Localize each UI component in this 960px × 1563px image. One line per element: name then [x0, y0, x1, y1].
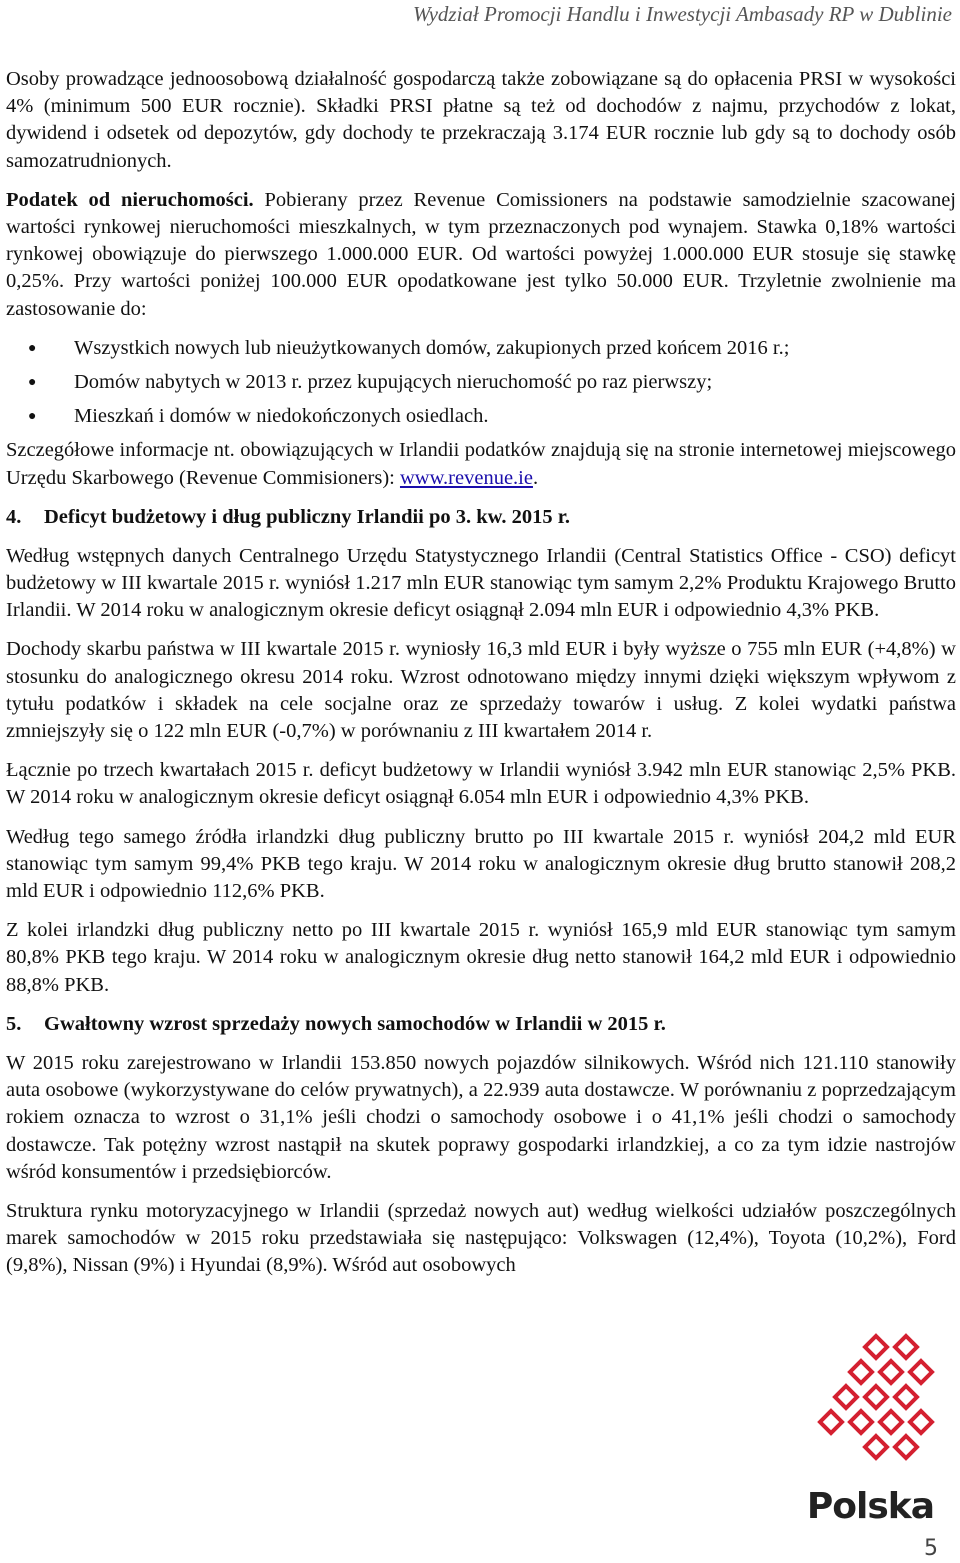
bullet-icon: ● — [28, 340, 37, 356]
list-item — [6, 335, 956, 362]
paragraph-deficit-4: Według tego samego źródła irlandzki dług publiczny brutto po III kwartale 2015 r. wyniósł 204,2 mld EUR stanowiąc tym samym 99,4% PKB tego kraju. W 2014 roku w analogicznym okresie dług brutto stanowił 208,2 mld EUR i odpowiednio 112,6% PKB. — [6, 825, 956, 903]
paragraph-deficit-3: Łącznie po trzech kwartałach 2015 r. deficyt budżetowy w Irlandii wyniósł 3.942 mln EUR stanowiąc 2,5% PKB. W 2014 roku w analogicznym okresie deficyt osiągnął 6.054 mln EUR i odpowiednio 4,3% PKB. — [6, 759, 956, 809]
paragraph-cars-2: Struktura rynku motoryzacyjnego w Irlandii (sprzedaż nowych aut) według wielkości udziałów poszczególnych marek samochodów w 2015 roku przedstawiała się następująco: Volkswagen (12,4%), Toyota (10,2%), Ford (9,8%), Nissan (9%) i Hyundai (8,9%). Wśród aut osobowych — [6, 1199, 956, 1277]
section-title: Deficyt budżetowy i dług publiczny Irlandii po 3. kw. 2015 r. — [44, 505, 571, 528]
details-text: Szczegółowe informacje nt. obowiązujących w Irlandii podatków znajdują się na stronie internetowej miejscowego Urzędu Skarbowego (Revenue Commisioners): — [6, 439, 956, 489]
paragraph-deficit-2: Dochody skarbu państwa w III kwartale 2015 r. wyniosły 16,3 mld EUR i były wyższe o 755 mln EUR (+4,8%) w stosunku do analogicznego okresu 2014 roku. Wzrost odnotowano między innymi dzięki większym wpływom z tytułu podatków i składek na cele socjalne oraz ze sprzedaży towarów i usług. Z kolei wydatki państwa zmniejszyły się o 122 mln EUR (-0,7%) w porównaniu z III kwartałem 2014 r. — [6, 638, 956, 743]
paragraph-property-tax — [6, 187, 956, 323]
section-heading-4 — [6, 504, 956, 531]
bullet-icon: ● — [28, 409, 37, 425]
list-item-text: Wszystkich nowych lub nieużytkowanych domów, zakupionych przed końcem 2016 r.; — [74, 336, 790, 359]
page-number: 5 — [924, 1536, 938, 1561]
exemption-list — [6, 335, 956, 431]
section-number: 5. — [6, 1012, 22, 1035]
details-end: . — [532, 466, 539, 489]
section-heading-5 — [6, 1011, 956, 1038]
paragraph-deficit-1: Według wstępnych danych Centralnego Urzędu Statystycznego Irlandii (Central Statistics Office - CSO) deficyt budżetowy w III kwartale 2015 r. wyniósł 1.217 mln EUR stanowiąc tym samym 2,2% Produktu Krajowego Brutto Irlandii. W 2014 roku w analogicznym okresie deficyt osiągnął 2.094 mln EUR i odpowiednio 4,3% PKB. — [6, 544, 956, 622]
section-number: 4. — [6, 505, 22, 528]
section-title: Gwałtowny wzrost sprzedaży nowych samochodów w Irlandii w 2015 r. — [44, 1012, 666, 1035]
bullet-icon: ● — [28, 375, 37, 391]
page-header: Wydział Promocji Handlu i Inwestycji Ambasady RP w Dublinie — [413, 2, 952, 26]
list-item — [6, 369, 956, 396]
polska-logo-text: Polska — [806, 1486, 934, 1527]
paragraph-cars-1: W 2015 roku zarejestrowano w Irlandii 153.850 nowych pojazdów silnikowych. Wśród nich 121.110 stanowiły auta osobowe (wykorzystywane do celów prywatnych), a 22.939 auta dostawcze. W porównaniu z poprzedzającym rokiem oznacza to wzrost o 31,1% jeśli chodzi o samochody osobowe i o 41,1% jeśli chodzi o samochody dostawcze. Tak potężny wzrost nastąpił na skutek poprawy gospodarki irlandzkiej, a co za tym idzie nastrojów wśród konsumentów i przedsiębiorców. — [6, 1051, 956, 1183]
paragraph-deficit-5: Z kolei irlandzki dług publiczny netto po III kwartale 2015 r. wyniósł 165,9 mld EUR stanowiąc tym samym 80,8% PKB tego kraju. W 2014 roku w analogicznym okresie dług netto stanowił 164,2 mld EUR i odpowiednio 88,8% PKB. — [6, 919, 956, 996]
property-tax-body: Pobierany przez Revenue Comissioners na podstawie samodzielnie szacowanej wartości rynkowej nieruchomości mieszkalnych, w tym przeznaczonych pod wynajem. Stawka 0,18% wartości rynkowej obowiązuje do pierwszego 1.000.000 EUR. Od wartości powyżej 1.000.000 EUR stosuje się stawkę 0,25%. Przy wartości poniżej 100.000 EUR opodatkowane jest tylko 50.000 EUR. Trzyletnie zwolnienie ma zastosowanie do: — [6, 188, 956, 320]
paragraph-prsi: Osoby prowadzące jednoosobową działalność gospodarczą także zobowiązane są do opłacenia PRSI w wysokości 4% (minimum 500 EUR rocznie). Składki PRSI płatne są też od dochodów z najmu, przychodów z lokat, dywidend i odsetek od depozytów, gdy dochody te przekraczają 3.174 EUR rocznie lub gdy są to dochody osób samozatrudnionych. — [6, 68, 956, 172]
paragraph-details — [6, 437, 956, 491]
list-item-text: Mieszkań i domów w niedokończonych osiedlach. — [74, 405, 489, 428]
property-tax-lead: Podatek od nieruchomości. — [6, 188, 254, 211]
list-item — [6, 403, 956, 430]
document-body — [6, 66, 956, 1292]
list-item-text: Domów nabytych w 2013 r. przez kupujących nieruchomość po raz pierwszy; — [74, 371, 713, 394]
revenue-link[interactable]: www.revenue.ie — [399, 466, 533, 489]
